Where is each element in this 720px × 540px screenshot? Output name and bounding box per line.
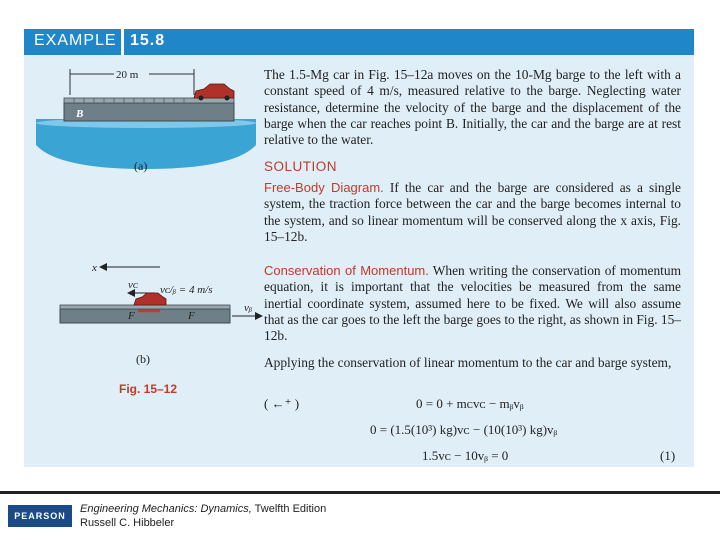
com-paragraph bbox=[264, 263, 681, 344]
equation-number: (1) bbox=[660, 448, 676, 463]
barge-deck bbox=[64, 98, 234, 103]
problem-statement: The 1.5-Mg car in Fig. 15–12a moves on the 10-Mg barge to the left with a constant speed of 4 m/s, measured relative to the barge. Neglecting water resistance, determine the velocity of the barge and the displacement of the barge when the car reaches point B. Initially, the car and the barge are at rest relative to the water. bbox=[264, 67, 681, 148]
com-text: When writing the conservation of momentum equation, it is important that the velocities be measured from the same inertial coordinate system, assumed here to be fixed. We will also assume that as the car goes to the left the barge goes to the right, as shown in Fig. 15–12b. bbox=[264, 263, 682, 344]
apply-paragraph: Applying the conservation of linear momentum to the car and barge system, bbox=[264, 355, 672, 370]
caption-b: (b) bbox=[136, 352, 150, 366]
vb-label: vᵦ bbox=[244, 302, 253, 314]
header-divider bbox=[121, 29, 124, 55]
direction-convention: ( ←⁺ ) bbox=[264, 396, 300, 411]
car-wheel-rear bbox=[199, 96, 204, 101]
fbd-title: Free-Body Diagram. bbox=[264, 180, 384, 195]
example-panel bbox=[24, 29, 694, 467]
equation-1: 0 = 0 + mᴄvᴄ − mᵦvᵦ bbox=[416, 396, 524, 411]
caption-a: (a) bbox=[134, 159, 148, 173]
author-line: Russell C. Hibbeler bbox=[80, 517, 175, 529]
figure-b bbox=[30, 259, 270, 339]
car-wheel-front bbox=[225, 96, 230, 101]
footer-divider bbox=[0, 491, 720, 494]
figure-label: Fig. 15–12 bbox=[119, 382, 178, 396]
fbd-barge-deck bbox=[60, 305, 230, 309]
fbd-paragraph bbox=[264, 180, 681, 245]
book-title-line bbox=[80, 503, 326, 515]
example-header bbox=[24, 29, 694, 55]
force-label-left: F bbox=[128, 310, 135, 322]
barge-hull bbox=[64, 103, 234, 121]
point-b-label: B bbox=[76, 108, 84, 120]
book-edition: Twelfth Edition bbox=[251, 503, 327, 515]
example-word: EXAMPLE bbox=[34, 32, 117, 49]
force-label-right: F bbox=[188, 310, 195, 322]
dimension-label: 20 m bbox=[116, 69, 139, 81]
x-axis-label: x bbox=[92, 262, 97, 274]
publisher-logo: PEARSON bbox=[8, 505, 72, 527]
equation-2: 0 = (1.5(10³) kg)vᴄ − (10(10³) kg)vᵦ bbox=[370, 422, 558, 437]
com-title: Conservation of Momentum. bbox=[264, 263, 429, 278]
solution-heading: SOLUTION bbox=[264, 159, 338, 174]
vcb-label: vᴄ/ᵦ = 4 m/s bbox=[160, 284, 213, 296]
example-number: 15.8 bbox=[130, 32, 166, 49]
equation-3: 1.5vᴄ − 10vᵦ = 0 bbox=[422, 448, 509, 463]
fbd-text: If the car and the barge are considered as a single system, the traction force between the car and the barge becomes internal to the system, and so linear momentum will be conserved along the x axis, Fig. 15–12b. bbox=[264, 180, 681, 244]
book-title: Engineering Mechanics: Dynamics, bbox=[80, 503, 252, 515]
vc-label: vᴄ bbox=[128, 279, 138, 291]
